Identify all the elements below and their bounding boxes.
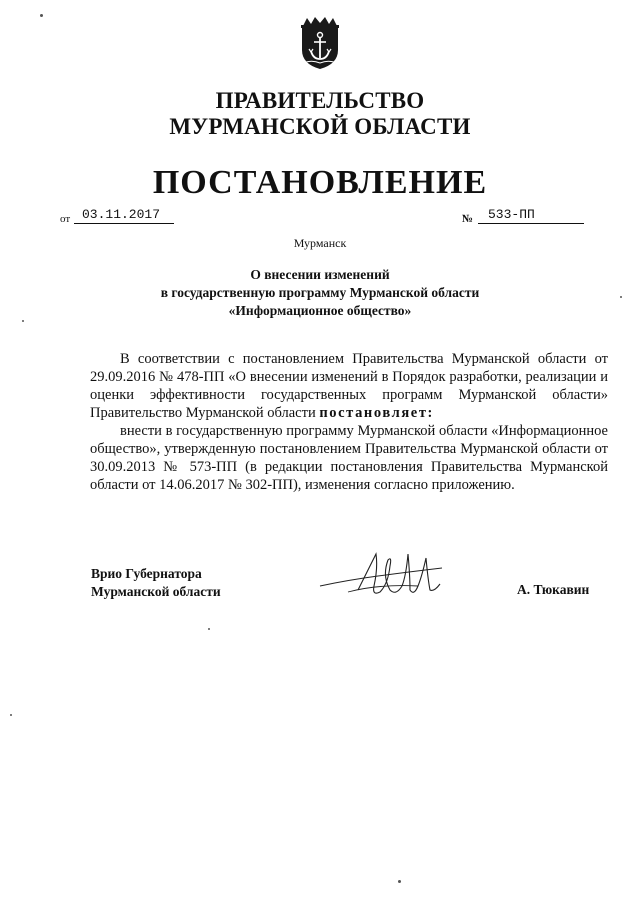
signatory-name: А. Тюкавин bbox=[517, 582, 590, 597]
scan-speck bbox=[620, 296, 622, 298]
document-date: 03.11.2017 bbox=[74, 207, 174, 224]
subject-line1: О внесении изменений bbox=[250, 267, 390, 282]
government-title-line1: ПРАВИТЕЛЬСТВО bbox=[215, 88, 425, 113]
scan-speck bbox=[10, 714, 12, 716]
number-prefix: № bbox=[462, 213, 474, 225]
scan-speck bbox=[40, 14, 43, 17]
body-paragraph-1-text: В соответствии с постановлением Правительства Мурманской области от 29.09.2016 № 478-ПП «О внесении изменений в Порядок разработки, реализации и оценки эффективности государственных программ Мурманской области» Правительство Мурманской области bbox=[90, 351, 608, 421]
signatory-position-line1: Врио Губернатора bbox=[91, 566, 202, 581]
handwritten-signature bbox=[318, 546, 448, 606]
body-paragraph-1 bbox=[90, 350, 608, 422]
document-body bbox=[90, 350, 608, 494]
resolution-keyword: постановляет: bbox=[319, 405, 434, 421]
signatory-position bbox=[91, 565, 221, 601]
subject-line2: в государственную программу Мурманской области bbox=[160, 285, 480, 300]
scan-speck bbox=[398, 880, 401, 883]
date-prefix: от bbox=[60, 213, 71, 225]
scan-speck bbox=[22, 320, 24, 322]
city-name: Мурманск bbox=[293, 236, 347, 250]
signatory-position-line2: Мурманской области bbox=[91, 584, 221, 599]
coat-of-arms-icon bbox=[297, 14, 343, 70]
document-number: 533-ПП bbox=[478, 207, 584, 224]
scan-speck bbox=[208, 628, 210, 630]
subject-line3: «Информационное общество» bbox=[228, 303, 412, 318]
government-title-line2: МУРМАНСКОЙ ОБЛАСТИ bbox=[169, 114, 471, 139]
document-type-title: ПОСТАНОВЛЕНИЕ bbox=[152, 164, 488, 201]
body-paragraph-2: внести в государственную программу Мурманской области «Информационное общество», утвержденную постановлением Правительства Мурманской области от 30.09.2013 № 573-ПП (в редакции постановления Правительства Мурманской области от 14.06.2017 № 302-ПП), изменения согласно приложению. bbox=[90, 423, 608, 493]
